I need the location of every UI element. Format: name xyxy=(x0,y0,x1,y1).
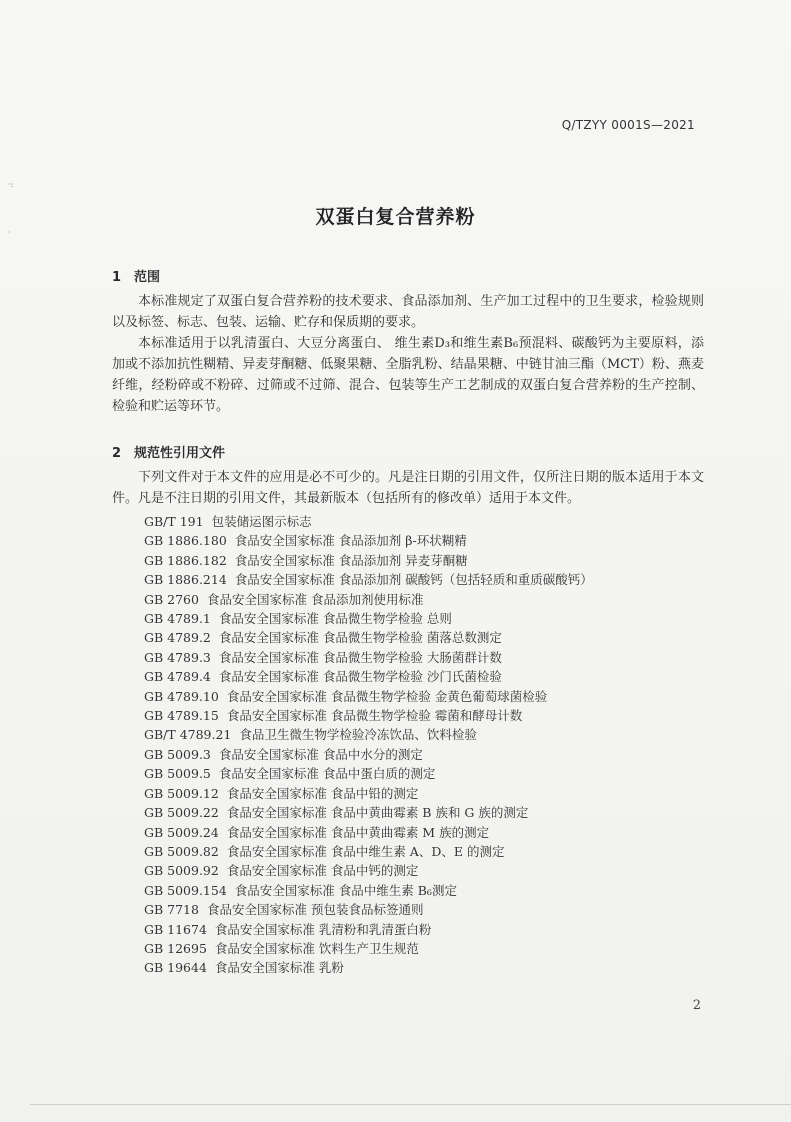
reference-title: 食品安全国家标准 预包装食品标签通则 xyxy=(206,902,424,918)
reference-item xyxy=(144,609,593,628)
reference-item xyxy=(144,842,593,861)
reference-title: 食品安全国家标准 食品微生物学检验 菌落总数测定 xyxy=(218,630,502,646)
reference-item xyxy=(144,900,593,919)
scope-paragraph-1: 本标准规定了双蛋白复合营养粉的技术要求、食品添加剂、生产加工过程中的卫生要求，检验规则以及标签、标志、包装、运输、贮存和保质期的要求。 xyxy=(112,294,704,330)
reference-title: 包装储运图示标志 xyxy=(211,514,312,529)
reference-item xyxy=(144,667,593,686)
reference-code: GB 5009.3 xyxy=(144,746,211,762)
reference-title: 食品安全国家标准 食品添加剂 碳酸钙（包括轻质和重质碳酸钙） xyxy=(234,572,593,588)
scan-edge-line xyxy=(30,1104,791,1105)
reference-item xyxy=(144,706,593,725)
reference-code: GB 5009.12 xyxy=(144,785,219,801)
reference-item xyxy=(144,512,593,531)
reference-title: 食品安全国家标准 食品中水分的测定 xyxy=(218,746,423,762)
scan-speck: · xyxy=(8,228,11,237)
reference-item xyxy=(144,628,593,647)
reference-title: 食品安全国家标准 食品微生物学检验 沙门氏菌检验 xyxy=(218,669,502,685)
reference-item xyxy=(144,823,593,842)
reference-code: GB 11674 xyxy=(144,921,207,937)
reference-title: 食品安全国家标准 食品添加剂 β-环状糊精 xyxy=(234,533,467,549)
reference-item xyxy=(144,881,593,900)
reference-item xyxy=(144,725,593,744)
reference-title: 食品安全国家标准 食品微生物学检验 霉菌和酵母计数 xyxy=(226,708,523,724)
reference-code: GB 4789.1 xyxy=(144,611,211,627)
reference-code: GB 12695 xyxy=(144,940,207,956)
reference-code: GB/T 4789.21 xyxy=(144,727,232,743)
reference-item xyxy=(144,590,593,609)
reference-item xyxy=(144,861,593,880)
reference-item xyxy=(144,570,593,589)
reference-code: GB 2760 xyxy=(144,591,199,607)
reference-item xyxy=(144,531,593,550)
reference-title: 食品安全国家标准 食品中维生素 A、D、E 的测定 xyxy=(226,843,505,859)
section-title: 范围 xyxy=(134,270,161,285)
scope-paragraph-2: 本标准适用于以乳清蛋白、大豆分离蛋白、 维生素D₃和维生素B₆预混料、碳酸钙为主要原料，添加或不添加抗性糊精、异麦芽酮糖、低聚果糖、全脂乳粉、结晶果糖、中链甘油三酯（MCT）粉、燕麦纤维，经粉碎或不粉碎、过筛或不过筛、混合、包装等生产工艺制成的双蛋白复合营养粉的生产控制、检验和贮运等环节。 xyxy=(112,336,704,414)
reference-title: 食品安全国家标准 食品微生物学检验 金黄色葡萄球菌检验 xyxy=(226,688,548,704)
reference-item xyxy=(144,648,593,667)
reference-title: 食品安全国家标准 饮料生产卫生规范 xyxy=(214,940,419,956)
reference-item xyxy=(144,939,593,958)
page-number: 2 xyxy=(692,998,701,1013)
reference-code: GB 7718 xyxy=(144,902,199,918)
references-intro: 下列文件对于本文件的应用是必不可少的。凡是注日期的引用文件，仅所注日期的版本适用于本文件。凡是不注日期的引用文件，其最新版本（包括所有的修改单）适用于本文件。 xyxy=(112,470,704,506)
reference-code: GB 19644 xyxy=(144,960,207,976)
reference-code: GB 1886.180 xyxy=(144,533,227,549)
document-title: 双蛋白复合营养粉 xyxy=(315,206,476,228)
reference-title: 食品安全国家标准 食品中黄曲霉素 M 族的测定 xyxy=(226,824,490,840)
section-2-heading xyxy=(112,442,225,461)
reference-code: GB 4789.15 xyxy=(144,708,219,724)
reference-title: 食品卫生微生物学检验冷冻饮品、饮料检验 xyxy=(239,727,477,743)
reference-code: GB 5009.5 xyxy=(144,766,211,782)
reference-item xyxy=(144,551,593,570)
reference-item xyxy=(144,784,593,803)
section-number: 1 xyxy=(112,270,122,285)
reference-code: GB 5009.154 xyxy=(144,882,227,898)
reference-title: 食品安全国家标准 食品中蛋白质的测定 xyxy=(218,766,436,782)
reference-title: 食品安全国家标准 食品添加剂 异麦芽酮糖 xyxy=(234,552,468,568)
reference-title: 食品安全国家标准 食品中黄曲霉素 B 族和 G 族的测定 xyxy=(226,805,529,821)
reference-item xyxy=(144,745,593,764)
reference-code: GB 5009.82 xyxy=(144,843,219,859)
reference-item xyxy=(144,920,593,939)
reference-code: GB 4789.2 xyxy=(144,630,211,646)
reference-item xyxy=(144,958,593,977)
reference-code: GB 5009.22 xyxy=(144,805,219,821)
section-number: 2 xyxy=(112,446,122,461)
reference-title: 食品安全国家标准 乳粉 xyxy=(214,960,344,976)
reference-code: GB 4789.3 xyxy=(144,649,211,665)
standard-code: Q/TZYY 0001S—2021 xyxy=(561,118,695,132)
reference-code: GB 1886.182 xyxy=(144,552,227,568)
reference-code: GB 1886.214 xyxy=(144,572,227,588)
reference-title: 食品安全国家标准 食品添加剂使用标准 xyxy=(206,591,424,607)
reference-item xyxy=(144,803,593,822)
reference-item xyxy=(144,687,593,706)
reference-title: 食品安全国家标准 食品微生物学检验 大肠菌群计数 xyxy=(218,649,502,665)
reference-code: GB 4789.4 xyxy=(144,669,211,685)
reference-code: GB/T 191 xyxy=(144,514,204,529)
reference-title: 食品安全国家标准 食品中铅的测定 xyxy=(226,785,419,801)
reference-title: 食品安全国家标准 食品微生物学检验 总则 xyxy=(218,611,452,627)
scan-speck: ·: xyxy=(8,180,14,189)
section-1-heading xyxy=(112,266,160,285)
section-title: 规范性引用文件 xyxy=(134,446,226,461)
reference-title: 食品安全国家标准 食品中维生素 B₆测定 xyxy=(234,882,457,898)
reference-code: GB 5009.92 xyxy=(144,863,219,879)
reference-list xyxy=(144,512,593,978)
reference-code: GB 5009.24 xyxy=(144,824,219,840)
reference-code: GB 4789.10 xyxy=(144,688,219,704)
reference-item xyxy=(144,764,593,783)
reference-title: 食品安全国家标准 食品中钙的测定 xyxy=(226,863,419,879)
reference-title: 食品安全国家标准 乳清粉和乳清蛋白粉 xyxy=(214,921,432,937)
